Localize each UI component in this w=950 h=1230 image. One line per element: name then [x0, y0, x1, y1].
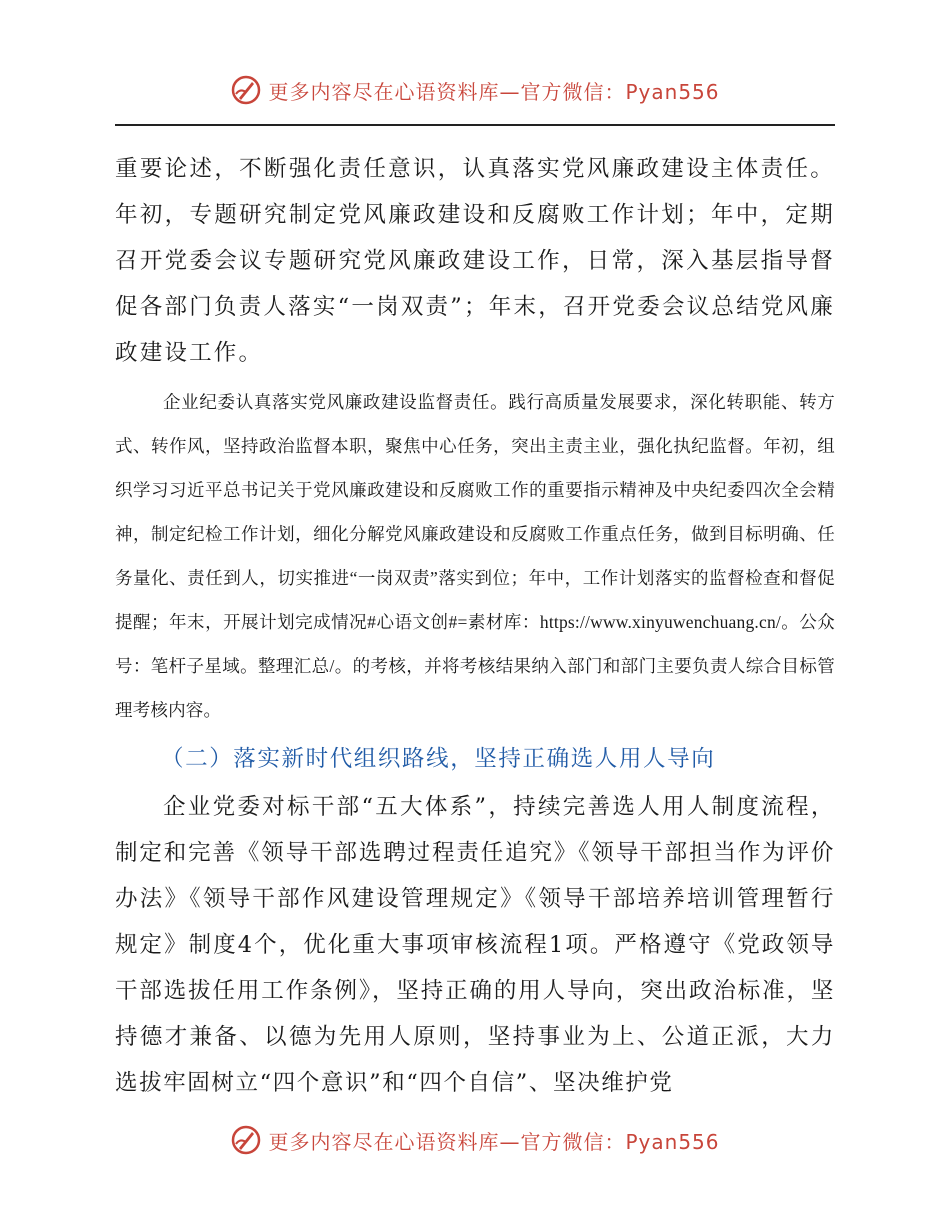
document-body — [115, 146, 835, 1106]
header-banner-text — [268, 76, 719, 105]
banner-account: Pyan556 — [625, 79, 720, 104]
banner-separator: — — [499, 79, 521, 104]
quill-logo-icon — [230, 1124, 262, 1156]
banner-separator: — — [499, 1129, 521, 1154]
banner-label: 官方微信： — [520, 1129, 626, 1154]
banner-account: Pyan556 — [625, 1129, 720, 1154]
header-divider — [115, 124, 835, 126]
paragraph-discipline-committee: 企业纪委认真落实党风廉政建设监督责任。践行高质量发展要求，深化转职能、转方式、转作风，坚持政治监督本职，聚焦中心任务，突出主责主业，强化执纪监督。年初，组织学习习近平总书记关于党风廉政建设和反腐败工作的重要指示精神及中央纪委四次全会精神，制定纪检工作计划，细化分解党风廉政建设和反腐败工作重点任务，做到目标明确、任务量化、责任到人，切实推进“一岗双责”落实到位；年中，工作计划落实的监督检查和督促提醒；年末，开展计划完成情况#心语文创#=素材库：https://www.xinyuwenchuang.cn/。公众号：笔杆子星域。整理汇总/。的考核，并将考核结果纳入部门和部门主要负责人综合目标管理考核内容。 — [115, 392, 835, 720]
footer-banner — [0, 1120, 950, 1160]
quill-logo-icon — [230, 74, 262, 106]
banner-label: 官方微信： — [520, 79, 626, 104]
paragraph-selection: 企业党委对标干部“五大体系”，持续完善选人用人制度流程，制定和完善《领导干部选聘过程责任追究》《领导干部担当作为评价办法》《领导干部作风建设管理规定》《领导干部培养培训管理暂行规定》制度4个，优化重大事项审核流程1项。严格遵守《党政领导干部选拔任用工作条例》，坚持正确的用人导向，突出政治标准，坚持德才兼备、以德为先用人原则，坚持事业为上、公道正派，大力选拔牢固树立“四个意识”和“四个自信”、坚决维护党 — [115, 794, 835, 1096]
paragraph-party-committee: 重要论述，不断强化责任意识，认真落实党风廉政建设主体责任。年初，专题研究制定党风廉政建设和反腐败工作计划；年中，定期召开党委会议专题研究党风廉政建设工作，日常，深入基层指导督促各部门负责人落实“一岗双责”；年末，召开党委会议总结党风廉政建设工作。 — [115, 156, 835, 366]
banner-title: 更多内容尽在心语资料库 — [268, 79, 500, 104]
section-heading: （二）落实新时代组织路线，坚持正确选人用人导向 — [161, 746, 716, 772]
banner-title: 更多内容尽在心语资料库 — [268, 1129, 500, 1154]
header-banner — [0, 70, 950, 110]
footer-banner-text — [268, 1126, 719, 1155]
